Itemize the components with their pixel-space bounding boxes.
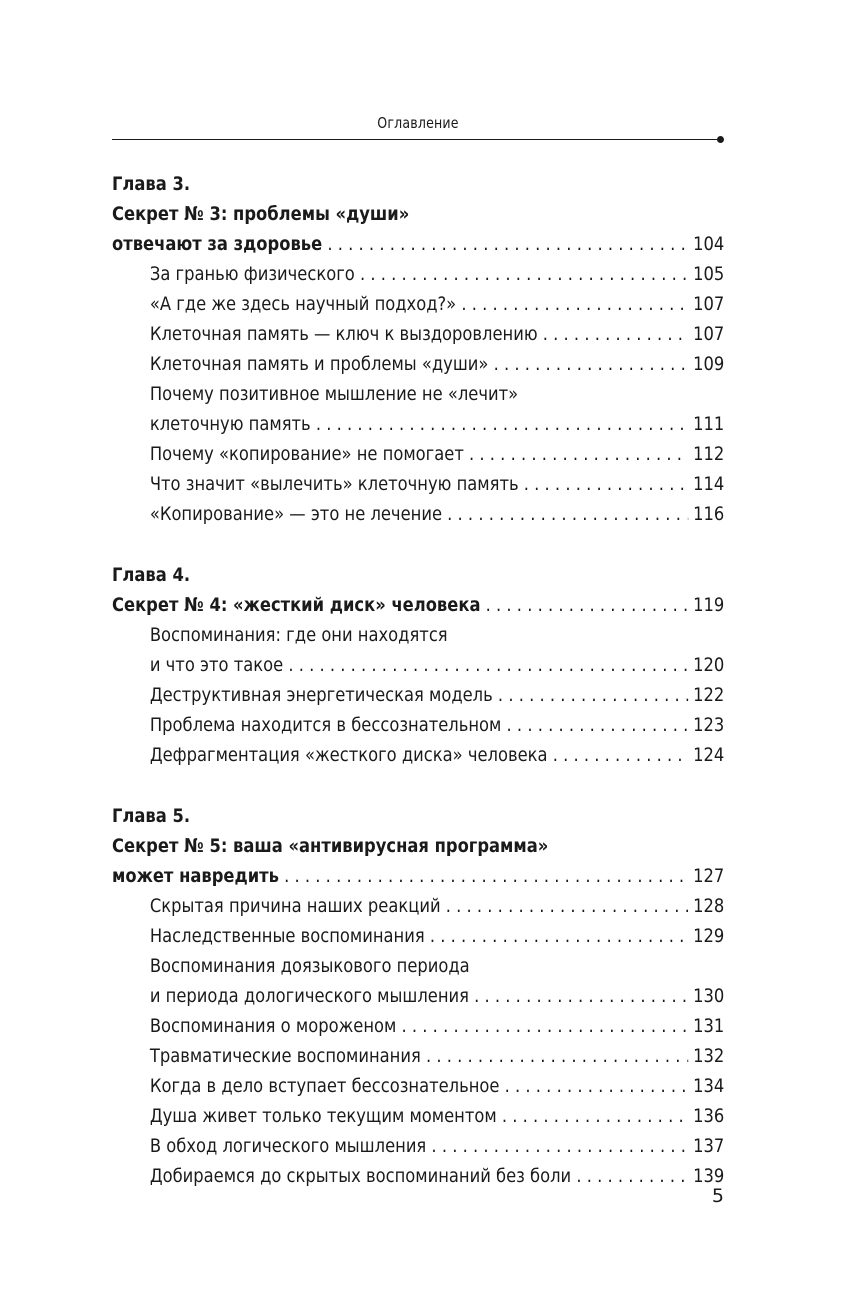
dot-leader [507, 710, 688, 740]
dot-leader [446, 891, 688, 921]
chapter-block [112, 169, 724, 529]
dot-leader [474, 981, 688, 1011]
section-page-number: 107 [693, 323, 725, 345]
section-title: Скрытая причина наших реакций [149, 895, 441, 917]
section-entry [112, 740, 724, 770]
dot-leader [486, 590, 688, 620]
section-row [150, 710, 724, 740]
section-title-line: Почему позитивное мышление не «лечит» [149, 383, 519, 405]
dot-leader [284, 861, 688, 891]
chapter-title-label: отвечают за здоровье [112, 233, 323, 255]
section-title-line: Воспоминания доязыкового периода [149, 955, 470, 977]
section-page-number: 114 [693, 473, 725, 495]
dot-leader [553, 740, 688, 770]
chapter-page-number: 104 [693, 233, 725, 255]
section-entry [112, 379, 724, 439]
section-page-number: 112 [693, 443, 725, 465]
section-page-number: 137 [693, 1135, 725, 1157]
section-page-number: 123 [693, 714, 725, 736]
section-page-number: 120 [693, 654, 725, 676]
section-row [150, 740, 724, 770]
section-entry [112, 259, 724, 289]
section-entry [112, 891, 724, 921]
dot-leader [469, 439, 688, 469]
section-row [150, 680, 724, 710]
section-title: Клеточная память и проблемы «души» [149, 353, 489, 375]
section-entry [112, 1101, 724, 1131]
page-number: 5 [711, 1185, 724, 1207]
section-title: Когда в дело вступает бессознательное [149, 1075, 500, 1097]
section-row [150, 981, 724, 1011]
section-row [150, 1101, 724, 1131]
chapter-title-label: Секрет № 4: «жесткий диск» человека [112, 594, 481, 616]
chapter-title-label: может навредить [112, 865, 279, 887]
section-title: Дефрагментация «жесткого диска» человека [149, 744, 548, 766]
section-page-number: 131 [693, 1015, 725, 1037]
section-title: Добираемся до скрытых воспоминаний без боли [149, 1165, 572, 1187]
section-page-number: 130 [693, 985, 725, 1007]
dot-leader [447, 499, 688, 529]
chapter-heading: Глава 4. [112, 564, 191, 586]
dot-leader [360, 259, 688, 289]
section-entry [112, 1071, 724, 1101]
chapter-block [112, 801, 724, 1191]
section-entry [112, 439, 724, 469]
section-row [150, 650, 724, 680]
header-rule [112, 139, 720, 140]
section-entry [112, 680, 724, 710]
dot-leader [430, 921, 688, 951]
dot-leader [524, 469, 688, 499]
section-page-number: 139 [693, 1165, 725, 1187]
section-row [150, 921, 724, 951]
section-title: «А где же здесь научный подход?» [149, 293, 457, 315]
chapter-block [112, 560, 724, 770]
chapter-title-entry [112, 861, 724, 891]
section-row [150, 1161, 724, 1191]
section-page-number: 132 [693, 1045, 725, 1067]
section-entry [112, 469, 724, 499]
dot-leader [576, 1161, 688, 1191]
section-row [150, 499, 724, 529]
section-row [150, 289, 724, 319]
chapter-heading: Глава 5. [112, 805, 191, 827]
section-row [150, 349, 724, 379]
section-page-number: 122 [693, 684, 725, 706]
section-title: Травматические воспоминания [149, 1045, 421, 1067]
section-page-number: 128 [693, 895, 725, 917]
chapter-heading: Глава 3. [112, 173, 191, 195]
section-page-number: 107 [693, 293, 725, 315]
section-entry [112, 951, 724, 1011]
section-title: Деструктивная энергетическая модель [149, 684, 493, 706]
dot-leader [461, 289, 688, 319]
section-row [150, 1071, 724, 1101]
section-entry [112, 710, 724, 740]
section-page-number: 116 [693, 503, 725, 525]
dot-leader [498, 680, 688, 710]
section-title: клеточную память [149, 413, 311, 435]
section-entry [112, 499, 724, 529]
section-title: Воспоминания о мороженом [149, 1015, 397, 1037]
dot-leader [426, 1041, 688, 1071]
section-page-number: 111 [693, 413, 725, 435]
section-entry [112, 349, 724, 379]
dot-leader [316, 409, 688, 439]
section-row [150, 409, 724, 439]
section-title-line: Воспоминания: где они находятся [149, 624, 448, 646]
section-title: Что значит «вылечить» клеточную память [149, 473, 519, 495]
chapter-page-number: 127 [693, 865, 725, 887]
section-entry [112, 1161, 724, 1191]
section-row [150, 891, 724, 921]
table-of-contents [112, 169, 724, 1222]
dot-leader [505, 1071, 688, 1101]
section-page-number: 134 [693, 1075, 725, 1097]
section-page-number: 105 [693, 263, 725, 285]
section-entry [112, 1131, 724, 1161]
section-entry [112, 1011, 724, 1041]
section-row [150, 469, 724, 499]
section-row [150, 259, 724, 289]
section-page-number: 129 [693, 925, 725, 947]
section-title: Клеточная память — ключ к выздоровлению [149, 323, 538, 345]
section-title: Проблема находится в бессознательном [149, 714, 502, 736]
section-entry [112, 289, 724, 319]
section-row [150, 439, 724, 469]
section-title: В обход логического мышления [149, 1135, 427, 1157]
section-page-number: 124 [693, 744, 725, 766]
section-title: Наследственные воспоминания [149, 925, 425, 947]
section-entry [112, 921, 724, 951]
chapter-title-line: Секрет № 3: проблемы «души» [112, 203, 410, 225]
section-row [150, 1041, 724, 1071]
section-title: и периода дологического мышления [149, 985, 469, 1007]
section-entry [112, 319, 724, 349]
section-row [150, 1011, 724, 1041]
section-row [150, 319, 724, 349]
dot-leader [543, 319, 688, 349]
dot-leader [431, 1131, 688, 1161]
section-page-number: 136 [693, 1105, 725, 1127]
chapter-title-entry [112, 229, 724, 259]
section-title: За гранью физического [149, 263, 355, 285]
chapter-page-number: 119 [693, 594, 725, 616]
section-title: Почему «копирование» не помогает [149, 443, 464, 465]
section-entry [112, 1041, 724, 1071]
chapter-title-entry [112, 590, 724, 620]
section-row [150, 1131, 724, 1161]
dot-leader [494, 349, 688, 379]
section-entry [112, 620, 724, 680]
section-title: Душа живет только текущим моментом [149, 1105, 497, 1127]
dot-leader [402, 1011, 688, 1041]
section-title: и что это такое [149, 654, 284, 676]
section-title: «Копирование» — это не лечение [149, 503, 442, 525]
header-rule-dot [717, 136, 724, 143]
section-page-number: 109 [693, 353, 725, 375]
toc-body [112, 169, 724, 1191]
dot-leader [288, 650, 688, 680]
chapter-title-line: Секрет № 5: ваша «антивирусная программа» [112, 835, 549, 857]
dot-leader [327, 229, 688, 259]
running-head: Оглавление [377, 114, 459, 132]
dot-leader [502, 1101, 688, 1131]
